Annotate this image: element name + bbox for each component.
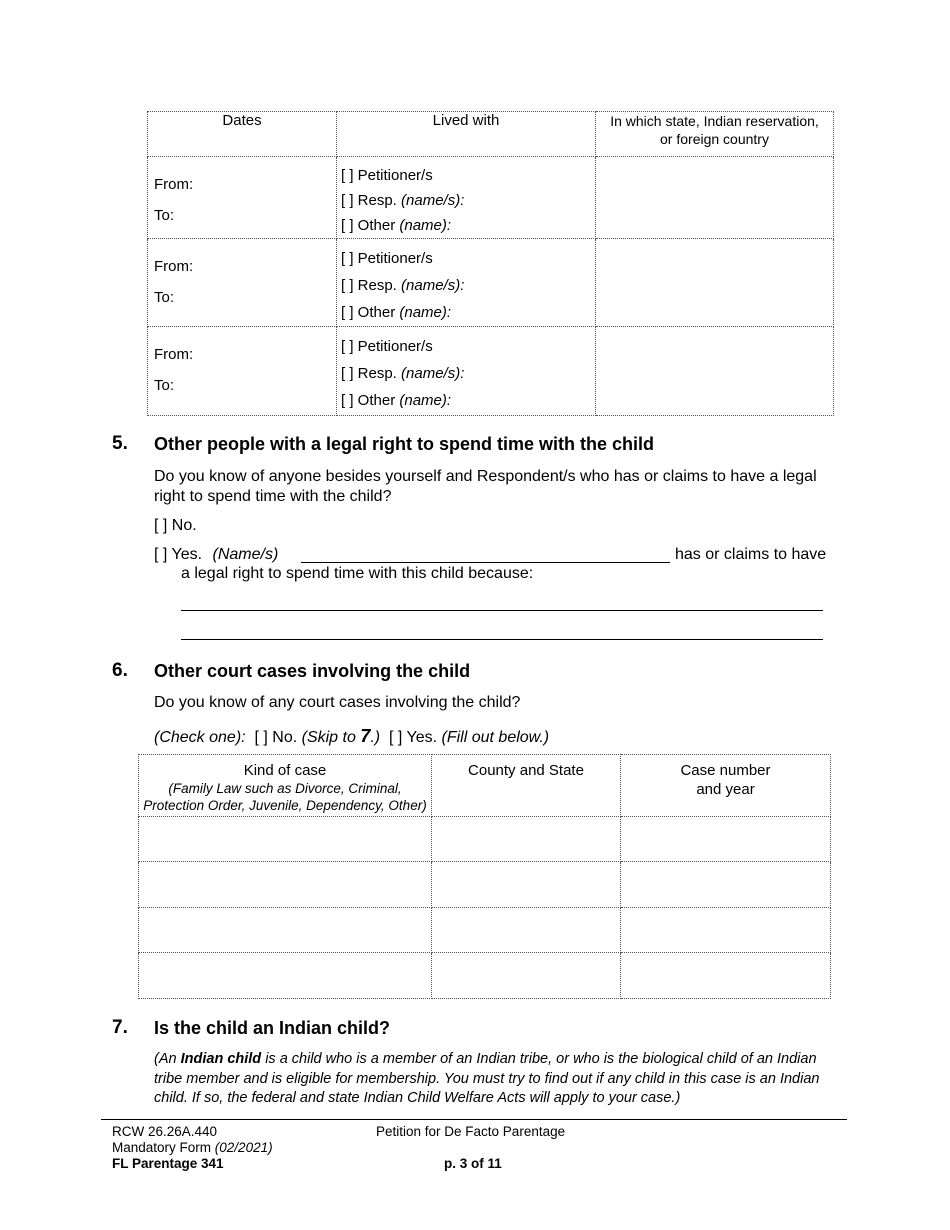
footer-mandatory: Mandatory Form (02/2021) <box>112 1140 273 1155</box>
from-label: From: <box>154 346 194 363</box>
section5-number: 5. <box>112 433 128 454</box>
section6-check-row <box>154 726 549 748</box>
residence-table <box>147 111 834 416</box>
residence-row <box>148 239 834 327</box>
location-cell[interactable] <box>596 157 834 239</box>
header-location: In which state, Indian reservation, or foreign country <box>596 112 834 157</box>
header-lived-with: Lived with <box>337 112 596 157</box>
option-other[interactable]: [ ] Other (name): <box>341 217 452 234</box>
header-county-state: County and State <box>432 755 621 817</box>
header-kind-of-case: Kind of case (Family Law such as Divorce, Criminal, Protection Order, Juvenile, Dependency, Other) <box>139 755 432 817</box>
option-petitioner[interactable]: [ ] Petitioner/s <box>341 250 433 267</box>
location-cell[interactable] <box>596 239 834 327</box>
residence-table-header <box>148 112 834 157</box>
section6-title: Other court cases involving the child <box>154 661 471 681</box>
table-row <box>139 862 831 908</box>
table-row <box>139 908 831 953</box>
section6-number: 6. <box>112 660 128 681</box>
section6-yes-option[interactable]: [ ] Yes. <box>389 729 438 746</box>
section5-question: Do you know of anyone besides yourself and Respondent/s who has or claims to have a legal right to spend time with the child? <box>154 468 817 505</box>
section6-no-option[interactable]: [ ] No. <box>254 729 298 746</box>
section5-reason-line-2[interactable] <box>181 623 823 640</box>
section5-reason-line-1[interactable] <box>181 594 823 611</box>
section5-name-line[interactable] <box>301 544 670 563</box>
to-label: To: <box>154 207 175 224</box>
footer-page: p. 3 of 11 <box>444 1156 502 1171</box>
section6-question: Do you know of any court cases involving the child? <box>154 694 521 711</box>
fill-out-label: (Fill out below.) <box>441 729 550 746</box>
county-cell[interactable] <box>432 908 621 953</box>
kind-cell[interactable] <box>139 908 432 953</box>
option-petitioner[interactable]: [ ] Petitioner/s <box>341 338 433 355</box>
to-label: To: <box>154 289 175 306</box>
footer-left <box>112 1124 273 1172</box>
case-number-cell[interactable] <box>621 908 831 953</box>
section7-title: Is the child an Indian child? <box>154 1018 391 1038</box>
option-respondent[interactable]: [ ] Resp. (name/s): <box>341 192 465 209</box>
kind-cell[interactable] <box>139 862 432 908</box>
county-cell[interactable] <box>432 817 621 862</box>
skip-prefix: (Skip to <box>301 729 356 746</box>
footer-rule <box>101 1119 847 1120</box>
case-number-cell[interactable] <box>621 953 831 999</box>
footer-rcw: RCW 26.26A.440 <box>112 1124 218 1139</box>
section5-yes-option[interactable]: [ ] Yes. <box>154 546 203 563</box>
table-row <box>139 953 831 999</box>
to-label: To: <box>154 377 175 394</box>
residence-row <box>148 327 834 416</box>
section7-number: 7. <box>112 1017 128 1038</box>
skip-suffix: .) <box>370 729 381 746</box>
footer-title: Petition for De Facto Parentage <box>376 1124 566 1139</box>
kind-cell[interactable] <box>139 817 432 862</box>
section5-title: Other people with a legal right to spend time with the child <box>154 434 655 454</box>
indian-child-term: Indian child <box>180 1051 262 1067</box>
option-other[interactable]: [ ] Other (name): <box>341 304 452 321</box>
location-cell[interactable] <box>596 327 834 416</box>
court-cases-table <box>138 754 831 999</box>
from-label: From: <box>154 258 194 275</box>
county-cell[interactable] <box>432 862 621 908</box>
from-label: From: <box>154 176 194 193</box>
section5-name-label: (Name/s) <box>212 546 279 563</box>
court-cases-header <box>139 755 831 817</box>
section5-yes-continuation: a legal right to spend time with this child because: <box>181 565 534 582</box>
header-dates: Dates <box>148 112 337 157</box>
skip-number: 7 <box>360 726 371 746</box>
table-row <box>139 817 831 862</box>
section5-no-option[interactable]: [ ] No. <box>154 517 197 534</box>
option-petitioner[interactable]: [ ] Petitioner/s <box>341 167 433 184</box>
option-respondent[interactable]: [ ] Resp. (name/s): <box>341 277 465 294</box>
section7-note: (An Indian child is a child who is a member of an Indian tribe, or who is the biological child of an Indian tribe member and is eligible for membership. You must try to find out if any child in this case is an Indian child. If so, the federal and state Indian Child Welfare Acts will apply to your case.) <box>154 1051 820 1106</box>
option-respondent[interactable]: [ ] Resp. (name/s): <box>341 365 465 382</box>
county-cell[interactable] <box>432 953 621 999</box>
case-number-cell[interactable] <box>621 817 831 862</box>
section5-yes-suffix: has or claims to have <box>675 546 827 563</box>
footer-form-id: FL Parentage 341 <box>112 1156 224 1171</box>
case-number-cell[interactable] <box>621 862 831 908</box>
header-case-number: Case number and year <box>621 755 831 817</box>
residence-row <box>148 157 834 239</box>
option-other[interactable]: [ ] Other (name): <box>341 392 452 409</box>
check-one-label: (Check one): <box>154 729 246 746</box>
kind-cell[interactable] <box>139 953 432 999</box>
